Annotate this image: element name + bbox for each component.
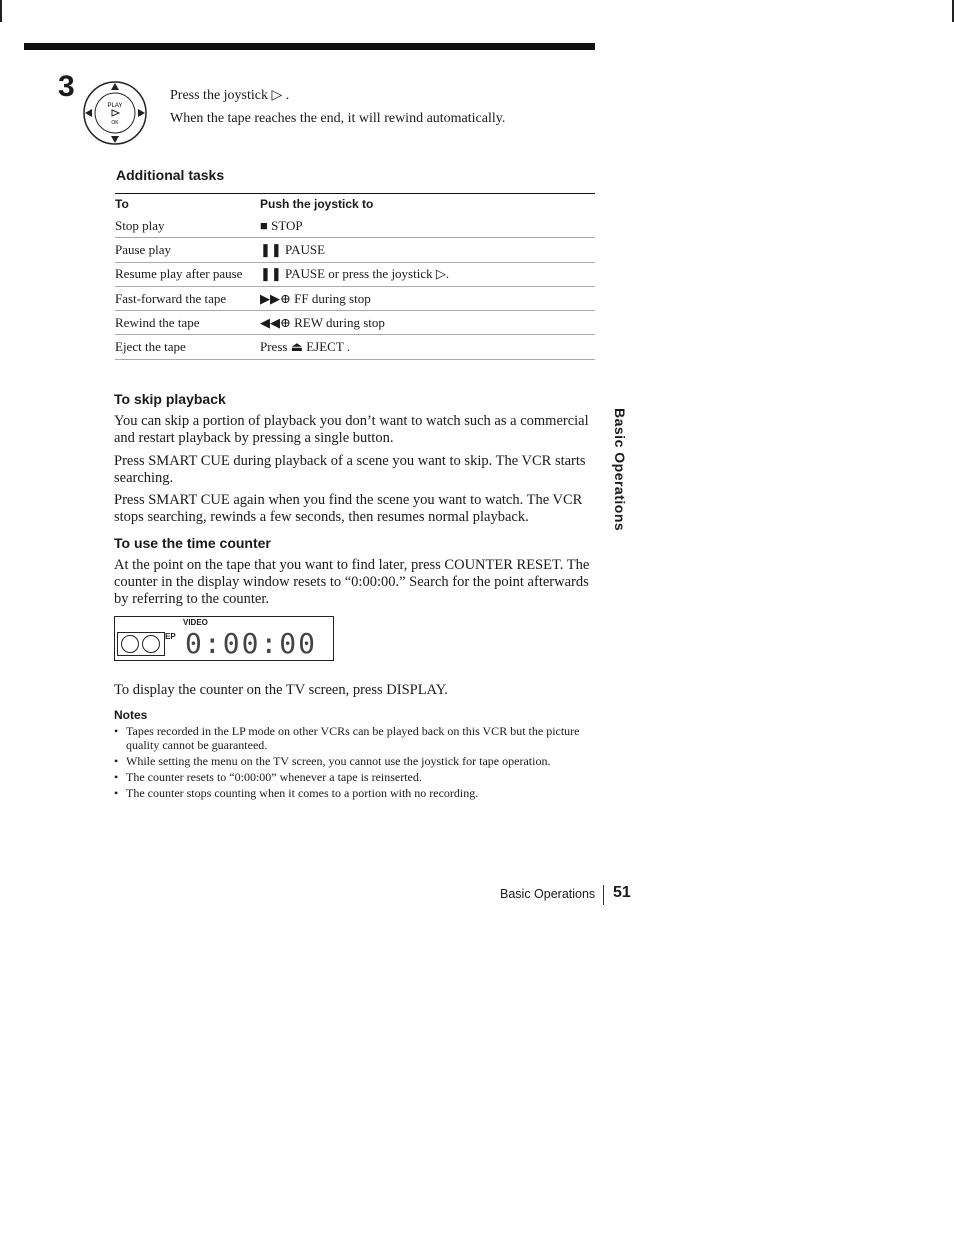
task-cell: Eject the tape bbox=[115, 335, 260, 359]
skip-paragraph-1: You can skip a portion of playback you don’t want to watch such as a commercial and restart playback by pressing a single button. bbox=[114, 413, 589, 446]
tasks-table bbox=[115, 193, 595, 360]
time-counter-paragraph: At the point on the tape that you want to find later, press COUNTER RESET. The counter in the display window resets to “0:00:00.” Search for the point afterwards by referring to the counter. bbox=[114, 557, 590, 607]
time-counter-heading: To use the time counter bbox=[114, 535, 271, 551]
task-cell: Fast-forward the tape bbox=[115, 286, 260, 310]
control-cell: ❚❚ PAUSE bbox=[260, 238, 595, 262]
list-item: • The counter stops counting when it comes to a portion with no recording. bbox=[114, 786, 594, 800]
cassette-icon bbox=[117, 632, 165, 656]
counter-readout: 0:00:00 bbox=[185, 627, 318, 660]
step-number: 3 bbox=[58, 70, 75, 103]
list-item: • Tapes recorded in the LP mode on other VCRs can be played back on this VCR but the picture quality cannot be guaranteed. bbox=[114, 724, 594, 752]
table-header-row bbox=[115, 194, 595, 215]
column-header-push: Push the joystick to bbox=[260, 194, 595, 215]
control-cell: ◀◀⊕ REW during stop bbox=[260, 311, 595, 335]
ep-indicator: EP bbox=[165, 632, 176, 641]
control-cell: ■ STOP bbox=[260, 214, 595, 238]
section-side-tab: Basic Operations bbox=[612, 408, 628, 532]
task-cell: Resume play after pause bbox=[115, 262, 260, 286]
skip-paragraph-3: Press SMART CUE again when you find the scene you want to watch. The VCR stops searching, rewinds a few seconds, then resumes normal playback. bbox=[114, 492, 583, 525]
notes-list bbox=[114, 724, 594, 802]
skip-paragraph-2: Press SMART CUE during playback of a scene you want to skip. The VCR starts searching. bbox=[114, 453, 586, 486]
skip-playback-heading: To skip playback bbox=[114, 391, 226, 407]
table-row bbox=[115, 311, 595, 335]
table-row bbox=[115, 286, 595, 310]
table-row bbox=[115, 262, 595, 286]
additional-tasks-heading: Additional tasks bbox=[116, 167, 225, 183]
table-row bbox=[115, 238, 595, 262]
task-cell: Stop play bbox=[115, 214, 260, 238]
task-cell: Pause play bbox=[115, 238, 260, 262]
task-cell: Rewind the tape bbox=[115, 311, 260, 335]
table-row bbox=[115, 214, 595, 238]
video-indicator: VIDEO bbox=[183, 618, 208, 627]
joystick-label-bottom: OK bbox=[111, 120, 119, 126]
page-edge-mark-left bbox=[0, 0, 2, 22]
control-cell: Press ⏏ EJECT . bbox=[260, 335, 595, 359]
table-row bbox=[115, 335, 595, 359]
page-number: 51 bbox=[613, 884, 631, 901]
control-cell: ▶▶⊕ FF during stop bbox=[260, 286, 595, 310]
vcr-display-window bbox=[114, 616, 334, 661]
step-instruction: Press the joystick ▷ . bbox=[170, 88, 290, 103]
footer-divider bbox=[603, 885, 604, 905]
top-rule bbox=[24, 43, 595, 50]
notes-heading: Notes bbox=[114, 708, 148, 722]
column-header-to: To bbox=[115, 194, 260, 215]
joystick-icon bbox=[82, 80, 148, 146]
display-counter-instruction: To display the counter on the TV screen, press DISPLAY. bbox=[114, 682, 448, 698]
step-note: When the tape reaches the end, it will rewind automatically. bbox=[170, 111, 506, 126]
control-cell: ❚❚ PAUSE or press the joystick ▷. bbox=[260, 262, 595, 286]
footer-section-label: Basic Operations bbox=[500, 887, 596, 901]
list-item: • While setting the menu on the TV screen, you cannot use the joystick for tape operation. bbox=[114, 754, 594, 768]
joystick-label-top: PLAY bbox=[107, 103, 123, 109]
list-item: • The counter resets to “0:00:00” whenever a tape is reinserted. bbox=[114, 770, 594, 784]
